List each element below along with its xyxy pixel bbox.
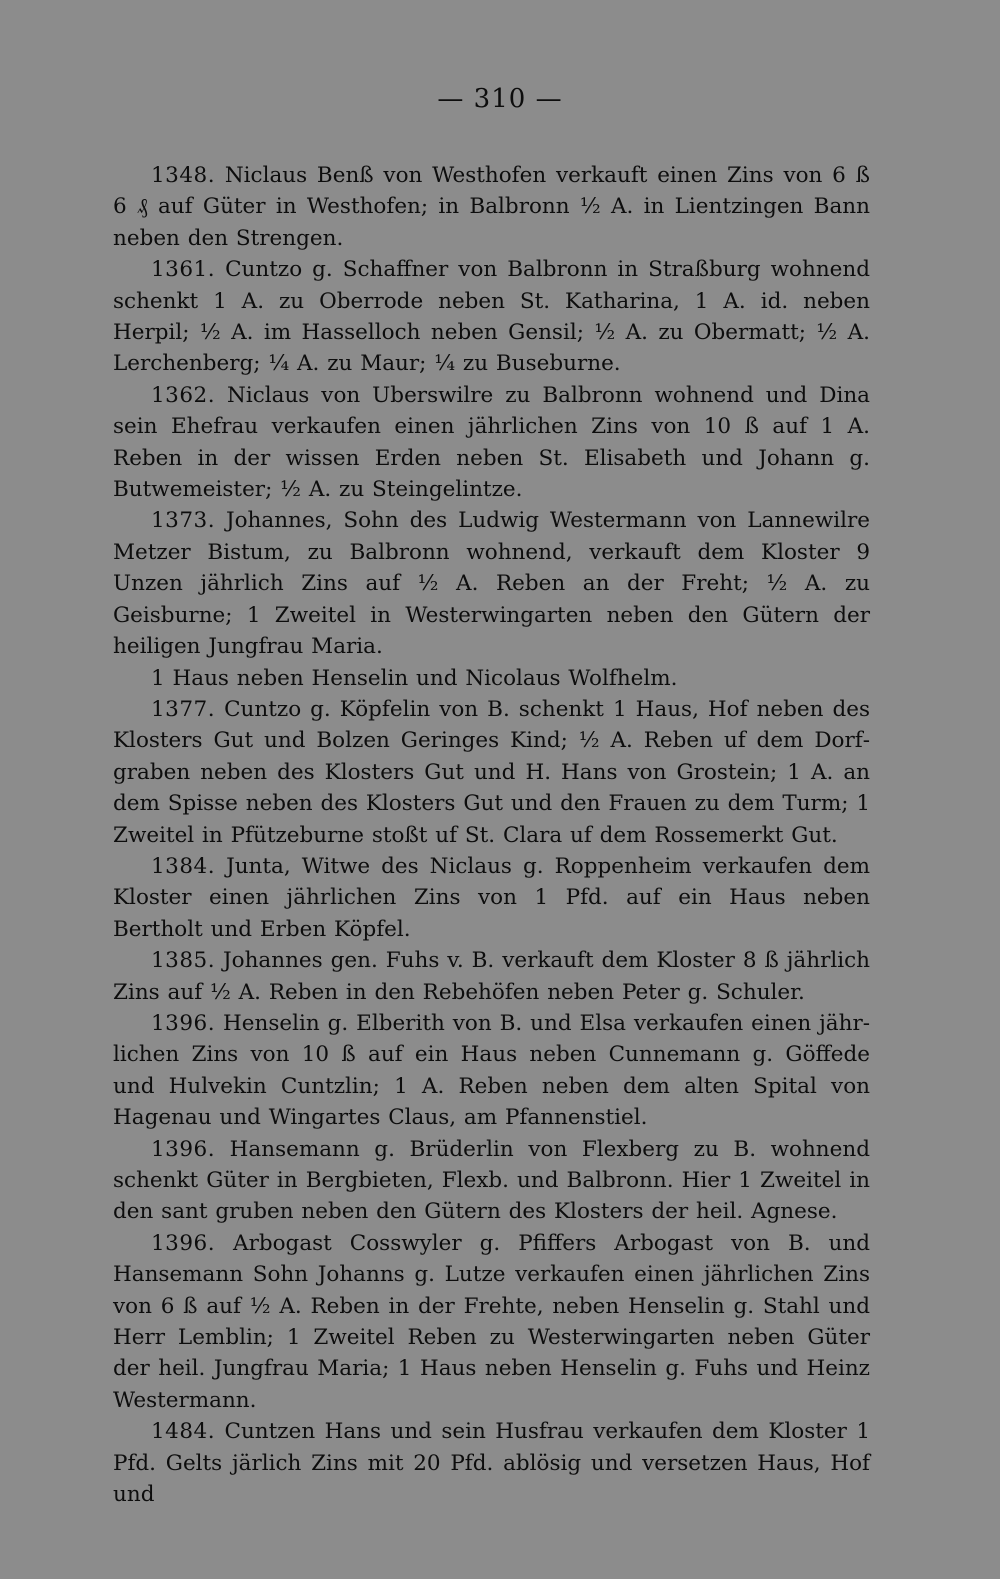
entry-1384 (113, 851, 870, 945)
entry-year: 1362. (151, 382, 216, 408)
body-text (113, 160, 870, 1510)
entry-text: 1 Haus neben Henselin und Nicolaus Wolfhelm. (151, 665, 678, 691)
entry-text: Niclaus von Uberswilre zu Balbronn wohnend und Dina sein Ehefrau verkaufen einen jährlichen Zins von 10 ß auf 1 A. Reben in der wissen Erden neben St. Elisabeth und Johann g. Butwemeister; ½ A. zu Steingelintze. (113, 382, 870, 503)
entry-year: 1348. (151, 163, 216, 188)
entry-text: Niclaus Benß von Westhofen verkauft einen Zins von 6 ß 6 ₰ auf Güter in Westhofen; in Balbronn ½ A. in Lientzingen Bann neben den Strengen. (113, 163, 870, 251)
entry-year: 1396. (151, 1136, 216, 1162)
entry-1396-a (113, 1008, 870, 1134)
entry-text: Johannes gen. Fuhs v. B. verkauft dem Kloster 8 ß jährlich Zins auf ½ A. Reben in den Rebehöfen neben Peter g. Schuler. (113, 948, 870, 1005)
entry-1373 (113, 505, 870, 662)
entry-year: 1396. (151, 1010, 216, 1036)
entry-1396-c (113, 1228, 870, 1416)
entry-text: Johannes, Sohn des Ludwig Westermann von Lannewilre Metzer Bistum, zu Balbronn wohnend, verkauft dem Kloster 9 Unzen jährlich Zins auf ½ A. Reben an der Freht; ½ A. zu Geisburne; 1 Zweitel in Westerwingarten neben den Gütern der heiligen Jungfrau Maria. (113, 508, 870, 660)
entry-text: Cuntzo g. Köpfelin von B. schenkt 1 Haus, Hof neben des Klosters Gut und Bolzen Geringes Kind; ½ A. Reben uf dem Dorfgraben neben des Klosters Gut und H. Hans von Grostein; 1 A. an dem Spisse neben des Klosters Gut und den Frauen zu dem Turm; 1 Zweitel in Pfützeburne stoßt uf St. Clara uf dem Rossemerkt Gut. (113, 696, 870, 848)
page-number: — 310 — (437, 84, 563, 114)
entry-year: 1384. (151, 853, 216, 879)
entry-text: Henselin g. Elberith von B. und Elsa verkaufen einen jährlichen Zins von 10 ß auf ein Haus neben Cunnemann g. Göffede und Hulvekin Cuntzlin; 1 A. Reben neben dem alten Spital von Hagenau und Wingartes Claus, am Pfannenstiel. (113, 1010, 870, 1131)
entry-text: Junta, Witwe des Niclaus g. Roppenheim verkaufen dem Kloster einen jährlichen Zins von 1 Pfd. auf ein Haus neben Bertholt und Erben Köpfel. (113, 853, 870, 942)
entry-1361 (113, 254, 870, 380)
entry-year: 1396. (151, 1230, 216, 1256)
entry-1348 (113, 160, 870, 254)
entry-text: Hansemann g. Brüderlin von Flexberg zu B. wohnend schenkt Güter in Bergbieten, Flexb. und Balbronn. Hier 1 Zweitel in den sant gruben neben den Gütern des Klosters der heil. Agnese. (113, 1136, 870, 1225)
entry-1396-b (113, 1134, 870, 1228)
entry-year: 1484. (151, 1419, 216, 1445)
entry-1385 (113, 945, 870, 1008)
entry-text: Arbogast Cosswyler g. Pfiffers Arbogast von B. und Hansemann Sohn Johanns g. Lutze verkaufen einen jährlichen Zins von 6 ß auf ½ A. Reben in der Frehte, neben Henselin g. Stahl und Herr Lemblin; 1 Zweitel Reben zu Westerwingarten neben Güter der heil. Jungfrau Maria; 1 Haus neben Henselin g. Fuhs und Heinz Westermann. (113, 1230, 871, 1413)
entry-1362 (113, 380, 870, 506)
entry-year: 1373. (151, 508, 216, 534)
entry-year: 1361. (151, 257, 216, 283)
entry-1484 (113, 1416, 870, 1510)
entry-year: 1385. (151, 948, 216, 974)
entry-1377 (113, 694, 870, 851)
entry-1373-continued (113, 663, 870, 694)
entry-text: Cuntzo g. Schaffner von Balbronn in Straßburg wohnend schenkt 1 A. zu Oberrode neben St. Katharina, 1 A. id. neben Herpil; ½ A. im Hasselloch neben Gensil; ½ A. zu Obermatt; ½ A. Lerchenberg; ¼ A. zu Maur; ¼ zu Buseburne. (113, 257, 871, 377)
entry-year: 1377. (151, 696, 216, 722)
entry-text: Cuntzen Hans und sein Husfrau verkaufen dem Kloster 1 Pfd. Gelts järlich Zins mit 20 Pfd. ablösig und versetzen Haus, Hof und (113, 1419, 870, 1508)
